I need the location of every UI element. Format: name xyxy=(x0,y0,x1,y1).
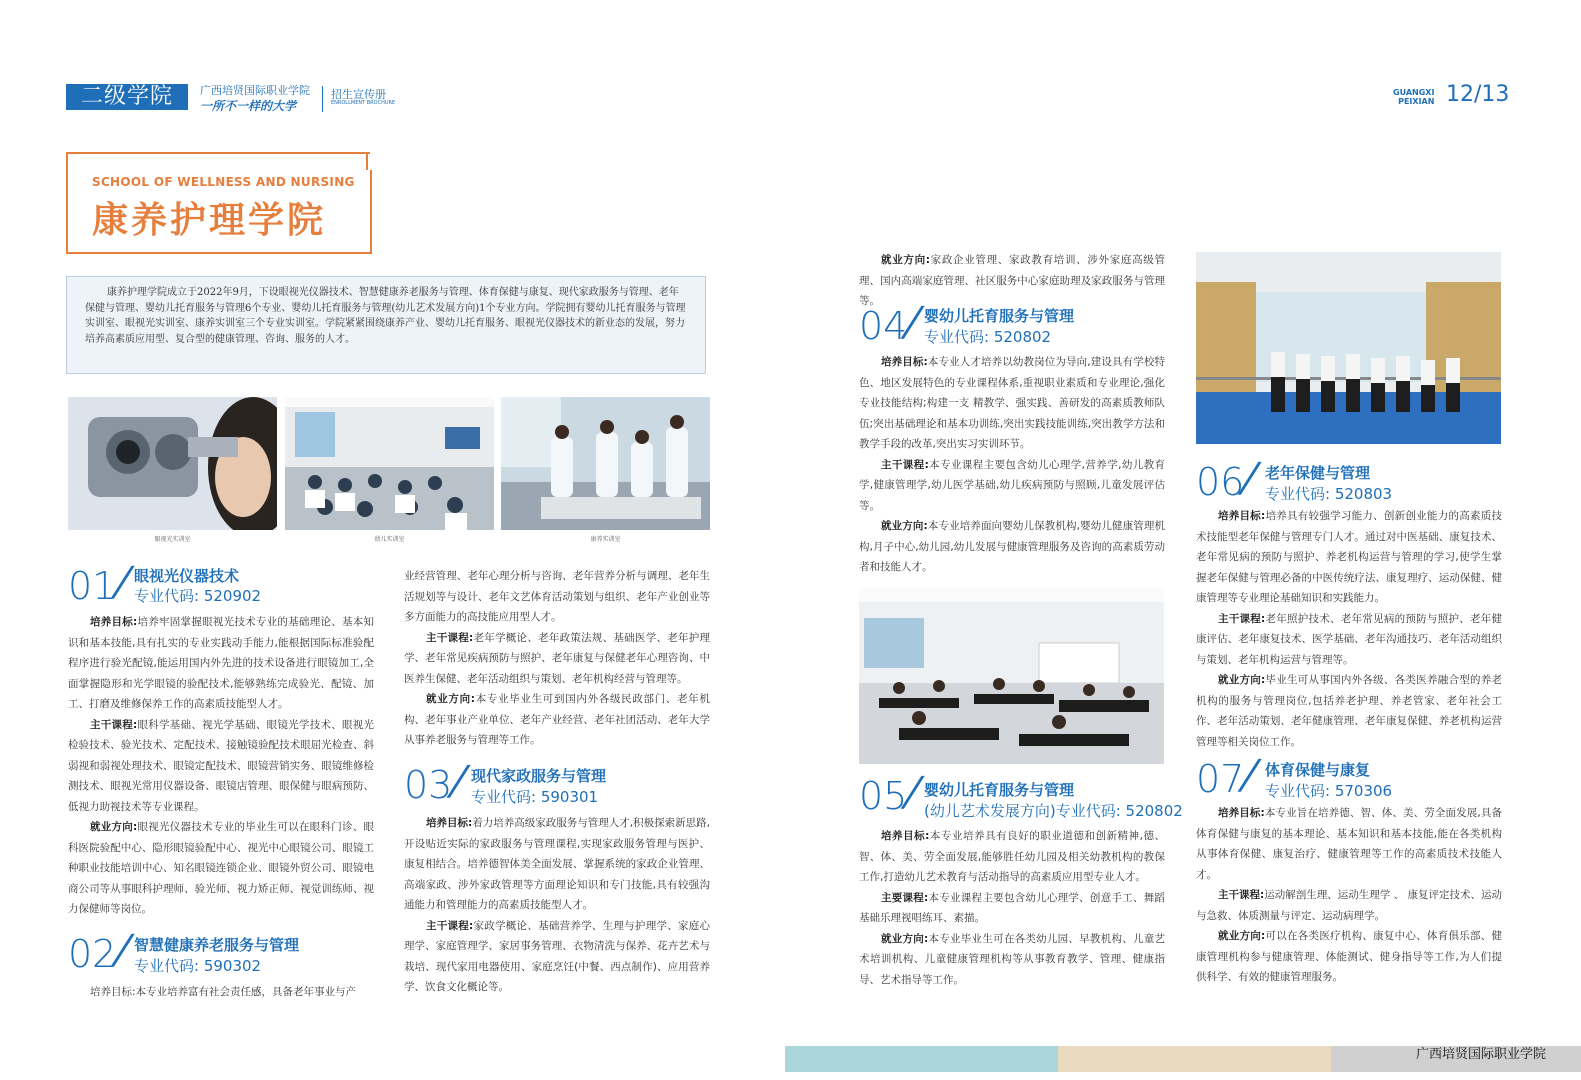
college-title-cn: 康养护理学院 xyxy=(92,199,327,241)
wellness-lab-photo xyxy=(501,397,710,530)
course-text: 家政学概论、基础营养学、生理与护理学、家庭心理学、家庭管理学、家居事务管理、衣物清洗与保养、花卉艺术与栽培、现代家用电器使用、家庭烹饪(中餐、西点制作)、应用营养学、饮食文化概论等。 xyxy=(404,919,711,993)
job-label: 就业方向: xyxy=(881,932,929,945)
section-body xyxy=(68,612,374,920)
section-code: 专业代码: 590301 xyxy=(471,788,599,806)
footer-bar-beige xyxy=(1058,1046,1331,1072)
goal-text: 培养目标:本专业培养富有社会责任感，具备老年事业与产 xyxy=(90,986,357,998)
section-code: 专业代码: 520902 xyxy=(134,587,262,605)
section-number: 04 xyxy=(859,304,908,348)
section-body-continued xyxy=(859,250,1165,312)
section-title: 眼视光仪器技术 xyxy=(134,567,240,585)
brochure-label-en: ENROLLMENT BROCHURE xyxy=(331,100,396,106)
goal-text: 培养具有较强学习能力、创新创业能力的高素质技术技能型老年保健与管理专门人才。通过对中医基础、康复技术、老年常见病的预防与照护、养老机构运营与管理的学习,使学生掌握老年保健与管理必备的中医传统疗法、康复理疗、运动保健、健康管理等专业理论基础知识和实践能力。 xyxy=(1196,510,1503,604)
job-label: 就业方向: xyxy=(881,254,930,266)
page-number: 12/13 xyxy=(1446,82,1510,107)
logo-line-1: GUANGXI xyxy=(1393,88,1435,97)
course-text: 老年学概论、老年政策法规、基础医学、老年护理学、老年常见疾病预防与照护、老年康复与保健老年心理咨询、中医养生保健、老年活动组织与策划、老年机构经营与管理等。 xyxy=(404,631,711,685)
goal-label: 培养目标: xyxy=(881,830,930,842)
goal-text: 本专业旨在培养德、智、体、美、劳全面发展,具备体育保健与康复的基本理论、基本知识和基本技能,能在各类机构从事体育保健、康复治疗、健康管理等工作的高素质技术技能人才。 xyxy=(1196,807,1502,881)
course-text: 运动解剖生理、运动生理学 、 康复评定技术、运动与急救、体质测量与评定、运动病理学。 xyxy=(1196,889,1502,922)
job-label: 就业方向: xyxy=(90,821,138,833)
section-title: 婴幼儿托育服务与管理 xyxy=(924,781,1075,799)
goal-text: 着力培养高级家政服务与管理人才,积极探索新思路,开设贴近实际的家政服务与管理课程,实现家政服务管理与医护、康复相结合。培养德智体美全面发展、掌握系统的家政企业管理、高端家政、涉外家政管理等方面理论知识和专门技能,具有较强沟通能力和管理能力的高素质技能型人才。 xyxy=(404,817,710,911)
goal-label: 培养目标: xyxy=(1218,807,1265,819)
course-text: 本专业课程主要包含幼儿心理学、创意手工、舞蹈基础乐理视唱练耳、素描。 xyxy=(859,891,1166,924)
job-text: 家政企业管理、家政教育培训、涉外家庭高级管理、国内高端家庭管理、社区服务中心家庭助理及家政服务与管理等。 xyxy=(859,254,1165,307)
course-label: 主干课程: xyxy=(1218,612,1266,625)
goal-label: 培养目标: xyxy=(426,817,473,829)
section-number: 07 xyxy=(1196,757,1245,801)
section-body xyxy=(859,826,1165,990)
goal-label: 培养目标: xyxy=(881,356,928,368)
school-slogan: 一所不一样的大学 xyxy=(200,99,297,113)
course-label: 主干课程: xyxy=(426,919,474,932)
section-body-continued xyxy=(404,566,710,751)
course-text: 本专业课程主要包含幼儿心理学,营养学,幼儿教育学,健康管理学,幼儿医学基础,幼儿疾病预防与照顾,儿童发展评估等。 xyxy=(859,458,1165,512)
job-text: 本专业毕业生可到国内外各级民政部门、老年机构、老年事业产业单位、老年产业经营、老年社团活动、老年大学从事养老服务与管理等工作。 xyxy=(404,693,710,746)
section-slash: / xyxy=(898,299,927,345)
section-body xyxy=(404,813,710,998)
photo-caption-wellness: 康养实训室 xyxy=(590,536,621,543)
goal-text: 本专业培养具有良好的职业道德和创新精神,德、智、体、美、劳全面发展,能够胜任幼儿园及相关幼教机构的教保工作,打造幼儿艺术教育与活动指导的高素质应用型专业人才。 xyxy=(859,830,1166,883)
job-text: 本专业培养面向婴幼儿保教机构,婴幼儿健康管理机构,月子中心,幼儿园,幼儿发展与健康管理服务及咨询的高素质劳动者和技能人才。 xyxy=(859,520,1165,573)
section-body xyxy=(1196,506,1502,752)
section-title: 体育保健与康复 xyxy=(1265,761,1371,779)
section-title: 婴幼儿托育服务与管理 xyxy=(924,307,1075,325)
section-slash: / xyxy=(108,927,137,973)
optometry-lab-photo xyxy=(68,397,277,530)
goal-label: 培养目标: xyxy=(1218,510,1266,522)
section-number: 02 xyxy=(68,932,117,976)
course-text: 眼科学基础、视光学基础、眼镜光学技术、眼视光检验技术、验光技术、定配技术、接触镜验配技术眼屈光检查、斜弱视和弱视处理技术、眼镜定配技术、眼镜营销实务、眼镜维修检测技术、眼视光常用仪器设备、眼镜店管理、眼保健与眼病预防、低视力助视技术等专业课程。 xyxy=(68,718,375,813)
job-text: 本专业毕业生可在各类幼儿园、早教机构、儿童艺术培训机构、儿童健康管理机构等从事教育教学、管理、健康指导、艺术指导等工作。 xyxy=(859,932,1166,986)
school-logo-text xyxy=(1393,88,1434,106)
section-title: 现代家政服务与管理 xyxy=(471,767,607,785)
section-slash: / xyxy=(444,758,473,804)
footer-bar-teal xyxy=(785,1046,1058,1072)
photo-caption-childcare: 幼儿实训室 xyxy=(374,536,405,543)
college-intro: 康养护理学院成立于2022年9月，下设眼视光仪器技术、智慧健康养老服务与管理、体育保健与康复、现代家政服务与管理、老年保健与管理、婴幼儿托育服务与管理6个专业、婴幼儿托育服务与管理(幼儿艺术发展方向)1个专业方向。学院拥有婴幼儿托育服务与管理实训室、眼视光实训室、康养实训室三个专业实训室。学院紧紧围绕康养产业、婴幼儿托育服务、眼视光仪器技术的新业态的发展，努力培养高素质应用型、复合型的健康管理、咨询、服务的人才。 xyxy=(66,276,706,374)
course-label: 主干课程: xyxy=(90,718,138,731)
job-label: 就业方向: xyxy=(426,693,475,705)
goal-text: 本专业人才培养以幼教岗位为导向,建设具有学校特色、地区发展特色的专业课程体系,重视职业素质和专业理论,强化专业技能结构;构建一支 精教学、强实践、善研发的高素质教师队伍;突出基础理论和基本功训练,突出实践技能训练,突出教学方法和教学手段的改革,突出实习实训环节。 xyxy=(859,356,1165,450)
piano-classroom-photo xyxy=(859,588,1164,764)
section-body xyxy=(68,982,374,1003)
course-label: 主干课程: xyxy=(881,458,929,471)
section-slash: / xyxy=(1235,752,1264,798)
section-body xyxy=(859,352,1165,578)
section-code: 专业代码: 570306 xyxy=(1265,782,1393,800)
school-name: 广西培贤国际职业学院 xyxy=(200,84,310,97)
section-number: 05 xyxy=(859,774,908,818)
section-slash: / xyxy=(898,769,927,815)
dance-room-photo xyxy=(1196,252,1501,444)
childcare-lab-photo xyxy=(285,397,494,530)
job-label: 就业方向: xyxy=(1218,930,1266,942)
logo-line-2: PEIXIAN xyxy=(1398,97,1435,106)
job-label: 就业方向: xyxy=(881,520,928,532)
header-divider xyxy=(322,86,323,112)
section-number: 01 xyxy=(68,564,117,608)
section-number: 06 xyxy=(1196,460,1245,504)
section-code: (幼儿艺术发展方向)专业代码: 520802 xyxy=(924,802,1183,820)
section-code: 专业代码: 590302 xyxy=(134,957,262,975)
college-title-en: SCHOOL OF WELLNESS AND NURSING xyxy=(92,175,355,189)
goal-text: 培养牢固掌握眼视光技术专业的基础理论、基本知识和基本技能,具有扎实的专业实践动手能力,能根据国际标准验配程序进行验光配镜,能运用国内外先进的技术设备进行眼镜加工,全面掌握隐形和光学眼镜的验配技术,能够熟练完成验光、配镜、加工、打磨及维修保养工作的高素质技能型人才。 xyxy=(68,616,375,710)
section-slash: / xyxy=(108,559,137,605)
footer-school-name: 广西培贤国际职业学院 xyxy=(1416,1047,1547,1062)
job-text: 可以在各类医疗机构、康复中心、体育俱乐部、健康管理机构参与健康管理、体能测试、健身指导等工作,为人们提供科学、有效的健康管理服务。 xyxy=(1196,930,1503,983)
section-title: 老年保健与管理 xyxy=(1265,464,1371,482)
job-text: 毕业生可从事国内外各级、各类医养融合型的养老机构的服务与管理岗位,包括养老护理、养老管家、老年社会工作、老年活动策划、老年健康管理、老年康复保健、养老机构运营管理等相关岗位工作。 xyxy=(1196,674,1503,748)
course-text: 老年照护技术、老年常见病的预防与照护、老年健康评估、老年康复技术、医学基础、老年沟通技巧、老年活动组织与策划、老年机构运营与管理等。 xyxy=(1196,612,1503,666)
job-text: 眼视光仪器技术专业的毕业生可以在眼科门诊、眼科医院验配中心、隐形眼镜验配中心、视光中心眼镜公司、眼镜工种职业技能培训中心、知名眼镜连锁企业、眼镜外贸公司、眼镜电商公司等从事眼科护理师、验光师、视力矫正师、视觉训练师、视力保健师等岗位。 xyxy=(68,821,375,915)
course-label: 主要课程: xyxy=(881,891,929,904)
section-code: 专业代码: 520802 xyxy=(924,328,1052,346)
section-code: 专业代码: 520803 xyxy=(1265,485,1393,503)
photo-caption-optometry: 眼视光实训室 xyxy=(154,536,191,543)
job-label: 就业方向: xyxy=(1218,674,1266,686)
section-body xyxy=(1196,803,1502,988)
brochure-label: 招生宣传册 xyxy=(331,88,386,101)
section-slash: / xyxy=(1235,455,1264,501)
goal-label: 培养目标: xyxy=(90,616,138,628)
section-number: 03 xyxy=(404,763,453,807)
section-title: 智慧健康养老服务与管理 xyxy=(134,936,300,954)
goal-text-continued: 业经营管理、老年心理分析与咨询、老年营养分析与调理、老年生活规划等与设计、老年文艺体育活动策划与组织、老年产业创业等多方面能力的高技能应用型人才。 xyxy=(404,570,710,623)
section-label-badge: 二级学院 xyxy=(66,84,188,110)
course-label: 主干课程: xyxy=(426,631,474,644)
course-label: 主干课程: xyxy=(1218,889,1265,901)
